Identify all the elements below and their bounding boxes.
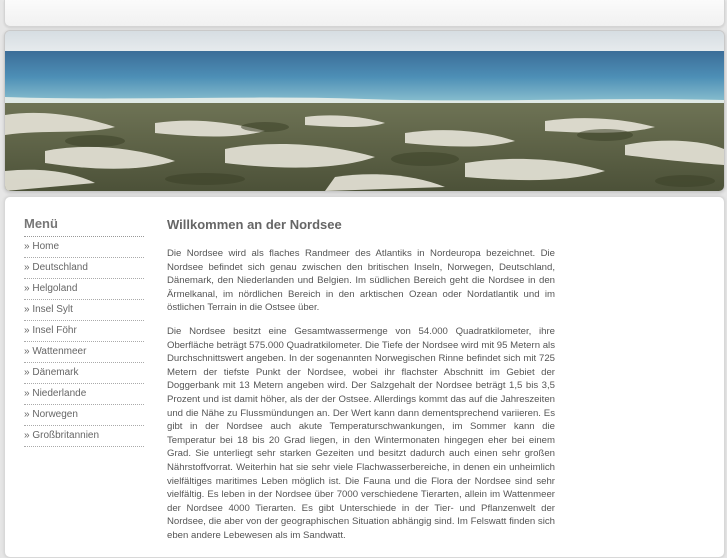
menu-item-helgoland[interactable] [24, 279, 144, 300]
sidebar-menu [24, 216, 144, 447]
menu-item-label: Home [32, 241, 60, 252]
menu-bullet: » [24, 241, 30, 252]
menu-item-niederlande[interactable] [24, 384, 144, 405]
header-banner-image [4, 30, 725, 192]
menu-bullet: » [24, 346, 30, 357]
menu-item-norwegen[interactable] [24, 405, 144, 426]
menu-item-label: Deutschland [32, 262, 88, 273]
menu-item-label: Insel Föhr [32, 325, 77, 336]
menu-item-insel-sylt[interactable] [24, 300, 144, 321]
menu-bullet: » [24, 283, 30, 294]
menu-item-label: Niederlande [32, 388, 87, 399]
menu-item-label: Großbritannien [32, 430, 100, 441]
top-bar [4, 0, 725, 27]
menu-item-grossbritannien[interactable] [24, 426, 144, 447]
menu-bullet: » [24, 262, 30, 273]
menu-item-label: Wattenmeer [32, 346, 87, 357]
body-paragraph: Die Nordsee besitzt eine Gesamtwassermenge von 54.000 Quadratkilometer, ihre Oberfläche beträgt 575.000 Quadratkilometer. Die Tiefe der Nordsee wird mit 95 Metern als Durchschnittswert angeben. In der sogenannten Norwegischen Rinne befindet sich mit 725 Metern der tiefste Punkt der Nordsee, wobei ihr flachster Abschnitt im Gebiet der Doggerbank mit 13 Metern angeben wird. Der Salzgehalt der Nordsee beträgt 1,5 bis 3,5 Prozent und ist damit höher, als der der Ostsee. Allerdings kommt das auf die Jahreszeiten und die Nähe zu Flussmündungen an. Der Wert kann dann dementsprechend variieren. Es gibt in der Nordsee auch akute Temperaturschwankungen, im Sommer kann die Temperatur bei 18 bis 20 Grad liegen, in den Wintermonaten hingegen eher bei einem Grad. Sie unterliegt sehr starken Gezeiten und besitzt dadurch auch einen sehr großen Nährstoffvorrat. Weiterhin hat sie sehr viele Flachwasserbereiche, in denen ein unheimlich vielfältiges maritimes Leben möglich ist. Die Fauna und die Flora der Nordsee sind sehr vielfältig. Es leben in der Nordsee über 7000 verschiedene Tierarten, allein im Wattenmeer der Nordsee 4000 Tierarten. Es gibt Unterschiede in der Tier- und Pflanzenwelt der Nordsee, die aber von der geographischen Situation abhängig sind. Im Felswatt finden sich eben andere Lebewesen als im Sandwatt. [167, 325, 555, 541]
menu-bullet: » [24, 367, 30, 378]
menu-bullet: » [24, 409, 30, 420]
menu-title: Menü [24, 216, 144, 237]
menu-item-label: Norwegen [32, 409, 78, 420]
menu-item-wattenmeer[interactable] [24, 342, 144, 363]
menu-bullet: » [24, 304, 30, 315]
menu-list [24, 237, 144, 447]
main-content [167, 217, 555, 552]
menu-item-daenemark[interactable] [24, 363, 144, 384]
menu-item-insel-foehr[interactable] [24, 321, 144, 342]
menu-item-label: Insel Sylt [32, 304, 73, 315]
menu-item-deutschland[interactable] [24, 258, 144, 279]
menu-item-home[interactable] [24, 237, 144, 258]
dunes-sea-landscape [5, 31, 724, 191]
menu-bullet: » [24, 430, 30, 441]
menu-item-label: Dänemark [32, 367, 79, 378]
menu-bullet: » [24, 388, 30, 399]
intro-paragraph: Die Nordsee wird als flaches Randmeer des Atlantiks in Nordeuropa bezeichnet. Die Nordsee befindet sich genau zwischen den britischen Inseln, Norwegen, Deutschland, Dänemark, den Niederlanden und Belgien. Im südlichen Bereich geht die Nordsee in den Ärmelkanal, im nördlichen Bereich in den arktischen Ozean oder Nordatlantik und im östlichen Terrain in die Ostsee über. [167, 248, 555, 314]
content-panel [4, 196, 725, 558]
menu-bullet: » [24, 325, 30, 336]
menu-item-label: Helgoland [32, 283, 78, 294]
page-title: Willkommen an der Nordsee [167, 217, 342, 232]
